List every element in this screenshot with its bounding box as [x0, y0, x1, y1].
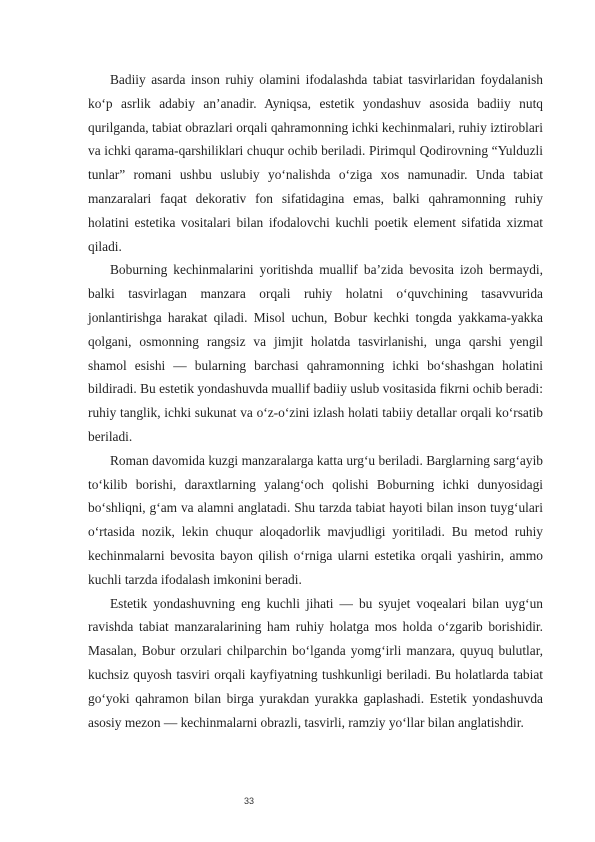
page-number: 33 — [244, 796, 255, 806]
paragraph-1: Badiiy asarda inson ruhiy olamini ifodalashda tabiat tasvirlaridan foydalanish ko‘p asrlik adabiy an’anadir. Ayniqsa, estetik yondashuv asosida badiiy nutq qurilganda, tabiat obrazlari orqali qahramonning ichki kechinmalari, ruhiy iztiroblari va ichki qarama-qarshiliklari chuqur ochib beriladi. Pirimqul Qodirovning “Yulduzli tunlar” romani ushbu uslubiy yo‘nalishda o‘ziga xos namunadir. Unda tabiat manzaralari faqat dekorativ fon sifatidagina emas, balki qahramonning ruhiy holatini estetika vositalari bilan ifodalovchi kuchli poetik element sifatida xizmat qiladi. — [88, 72, 543, 254]
paragraph-3: Roman davomida kuzgi manzaralarga katta urg‘u beriladi. Barglarning sarg‘ayib to‘kilib borishi, daraxtlarning yalang‘och qolishi Boburning ichki dunyosidagi bo‘shliqni, g‘am va alamni anglatadi. Shu tarzda tabiat hayoti bilan inson tuyg‘ulari o‘rtasida nozik, lekin chuqur aloqadorlik mavjudligi yoritiladi. Bu metod ruhiy kechinmalarni bevosita bayon qilish o‘rniga ularni estetika orqali yashirin, ammo kuchli tarzda ifodalash imkonini beradi. — [88, 452, 543, 587]
paragraph-2: Boburning kechinmalarini yoritishda muallif ba’zida bevosita izoh bermaydi, balki tasvirlagan manzara orqali ruhiy holatni o‘quvchining tasavvurida jonlantirishga harakat qiladi. Misol uchun, Bobur kechki tongda yakkama-yakka qolgani, osmonning rangsiz va jimjit holatda tasvirlanishi, unga qarshi yengil shamol esishi — bularning barchasi qahramonning ichki bo‘shashgan holatini bildiradi. Bu estetik yondashuvda muallif badiiy uslub vositasida fikrni ochib beradi: ruhiy tanglik, ichki sukunat va o‘z-o‘zini izlash holati tabiiy detallar orqali ko‘rsatib beriladi. — [88, 262, 543, 444]
paragraph-4: Estetik yondashuvning eng kuchli jihati — bu syujet voqealari bilan uyg‘un ravishda tabiat manzaralarining ham ruhiy holatga mos holda o‘zgarib borishidir. Masalan, Bobur orzulari chilparchin bo‘lganda yomg‘irli manzara, quyuq bulutlar, kuchsiz quyosh tasviri orqali kayfiyatning tushkunligi beriladi. Bu holatlarda tabiat go‘yoki qahramon bilan birga yurakdan yurakka gaplashadi. Estetik yondashuvda asosiy mezon — kechinmalarni obrazli, tasvirli, ramziy yo‘llar bilan anglatishdir. — [88, 595, 543, 730]
document-body — [88, 68, 543, 734]
